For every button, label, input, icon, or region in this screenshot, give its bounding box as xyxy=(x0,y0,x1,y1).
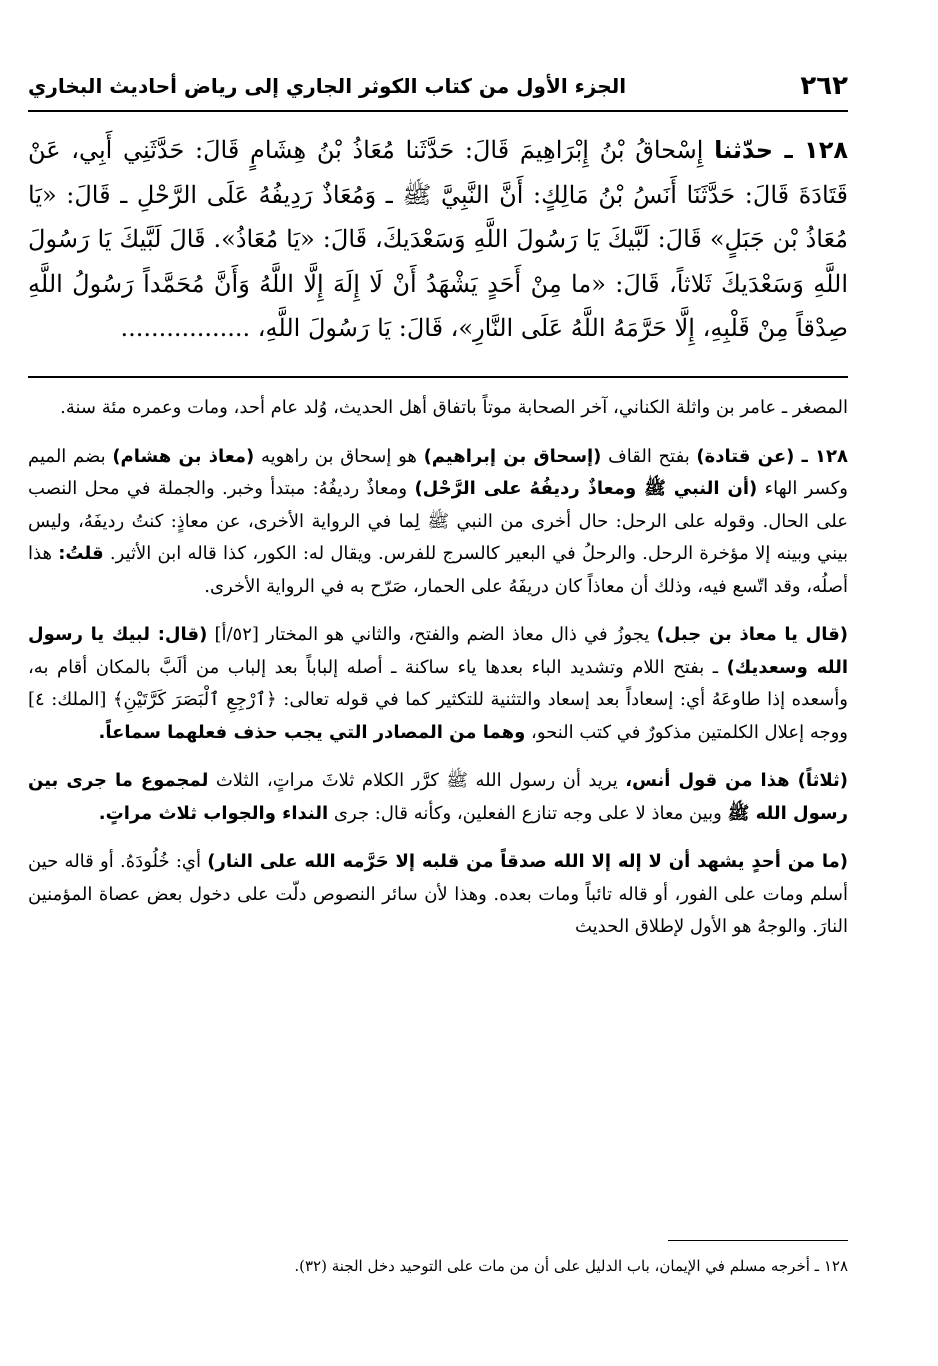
commentary-paragraph-4 xyxy=(28,765,848,830)
commentary-heading: (ما من أحدٍ يشهد أن لا إله إلا الله صدقاً من قلبه إلا حَرَّمه الله على النار) xyxy=(207,851,848,872)
commentary-text: ـ بفتح اللام وتشديد الباء بعدها ياء ساكنة ـ أصله إلباباً بعد إلباب من ألَبَّ بالمكان أقام به، وأسعده إذا طاوعَهُ أي: إسعاداً بعد إسعاد والتثنية للتكثير كما في قوله تعالى: ﴿ٱرْجِعِ ٱلْبَصَرَ كَرَّتَيْنِ﴾ [الملك: ٤] ووجه إعلال الكلمتين مذكورٌ في كتب النحو، xyxy=(28,656,848,743)
commentary-heading: وهما من المصادر التي يجب حذف فعلهما سماعاً. xyxy=(98,721,526,743)
commentary-text: بضم الميم وكسر الهاء xyxy=(28,445,848,499)
commentary-paragraph-5 xyxy=(28,846,848,944)
commentary-heading: (إسحاق بن إبراهيم) xyxy=(423,445,602,467)
commentary-paragraph-3 xyxy=(28,619,848,749)
commentary-heading: (قال: لبيك يا رسول الله وسعديك) xyxy=(28,624,849,678)
commentary-heading: ١٢٨ ـ (عن قتادة) xyxy=(696,445,848,467)
header-divider xyxy=(28,110,848,112)
commentary-heading: (معاذ بن هشام) xyxy=(112,445,255,467)
commentary-text: وبين معاذ لا على وجه تنازع الفعلين، وكأنه قال: جرى xyxy=(328,802,728,824)
running-title: الجزء الأول من كتاب الكوثر الجاري إلى رياض أحاديث البخاري xyxy=(28,74,627,98)
commentary-text: يجوزُ في ذال معاذ الضم والفتح، والثاني هو المختار [٥٢/أ] xyxy=(207,624,657,645)
hadith-body: إِسْحاقُ بْنُ إِبْرَاهِيمَ قَالَ: حَدَّثَنا مُعَاذُ بْنُ هِشَامٍ قَالَ: حَدَّثَنِي أَبِي، عَنْ قَتَادَةَ قَالَ: حَدَّثَنَا أَنَسُ بْنُ مَالِكٍ: أَنَّ النَّبِيَّ ﷺ ـ وَمُعَاذٌ رَدِيفُهُ عَلَى الرَّحْلِ ـ قَالَ: «يَا مُعَاذُ بْن جَبَلٍ» قَالَ: لَبَّيكَ يَا رَسُولَ اللَّهِ وَسَعْدَيكَ، قَالَ: «يَا مُعَاذُ». قَالَ لَبَّيكَ يَا رَسُولَ اللَّهِ وَسَعْدَيكَ ثَلاثاً، قَالَ: «ما مِنْ أَحَدٍ يَشْهَدُ أَنْ لَا إِلَهَ إِلَّا اللَّهُ وَأَنَّ مُحَمَّداً رَسُولُ اللَّهِ صِدْقاً مِنْ قَلْبِهِ، إِلَّا حَرَّمَهُ اللَّهُ عَلَى النَّارِ»، قَالَ: يَا رَسُولَ اللَّهِ، ................. xyxy=(28,136,848,342)
commentary xyxy=(28,392,848,960)
commentary-paragraph-1 xyxy=(28,392,848,425)
commentary-text: بفتح القاف xyxy=(601,445,697,467)
text-commentary-divider xyxy=(28,376,848,378)
commentary-heading: (أن النبي ﷺ ومعاذٌ رديفُهُ على الرَّحْل) xyxy=(414,478,758,499)
commentary-paragraph-2 xyxy=(28,441,848,604)
commentary-text: يريد أن رسول الله ﷺ كرَّر الكلام ثلاثَ مراتٍ، الثلاث xyxy=(208,770,626,791)
commentary-heading: لمجموع ما جرى بين رسول الله ﷺ xyxy=(28,770,848,824)
hadith-number: ١٢٨ ـ حدّثنا xyxy=(714,136,848,164)
footnote: ١٢٨ ـ أخرجه مسلم في الإيمان، باب الدليل على أن من مات على التوحيد دخل الجنة (٣٢). xyxy=(294,1257,848,1275)
page-header xyxy=(28,66,848,106)
commentary-heading: (قال يا معاذ بن جبل) xyxy=(656,624,849,645)
commentary-text: أي: خُلُودَهُ. أو قاله حين أسلم ومات على الفور، أو قاله تائباً ومات بعده. وهذا لأن سائر النصوص دلّت على دخول بعض عصاة المؤمنين النارَ. والوجهُ هو الأول لإطلاق الحديث xyxy=(28,851,848,937)
commentary-text: هو إسحاق بن راهويه xyxy=(254,445,424,467)
footnote-divider xyxy=(668,1240,848,1241)
commentary-heading: (ثلاثاً) هذا من قول أنس، xyxy=(625,770,848,791)
commentary-heading: قلتُ: xyxy=(58,543,104,564)
commentary-text: هذا أصلُه، وقد اتّسع فيه، وذلك أن معاذاً كان دريفَهُ على الحمار، صَرّح به في الرواية الأخرى. xyxy=(28,543,848,597)
commentary-heading: النداء والجواب ثلاث مراتٍ. xyxy=(98,802,329,824)
commentary-text: المصغر ـ عامر بن واثلة الكناني، آخر الصحابة موتاً باتفاق أهل الحديث، وُلد عام أحد، ومات وعمره مئة سنة. xyxy=(60,397,848,418)
commentary-text: ومعاذٌ رديفُهُ: مبتدأ وخبر. والجملة في محل النصب على الحال. وقوله على الرحل: حال أخرى من النبي ﷺ لِما في الرواية الأخرى، عن معاذٍ: كنتُ رديفَهُ، وليس بيني وبينه إلا مؤخرة الرحل. والرحلُ في البعير كالسرج للفرس. ويقال له: الكور، كذا قاله ابن الأثير. xyxy=(28,478,848,564)
page-number: ٢٦٢ xyxy=(800,71,848,101)
hadith-text xyxy=(28,128,848,351)
